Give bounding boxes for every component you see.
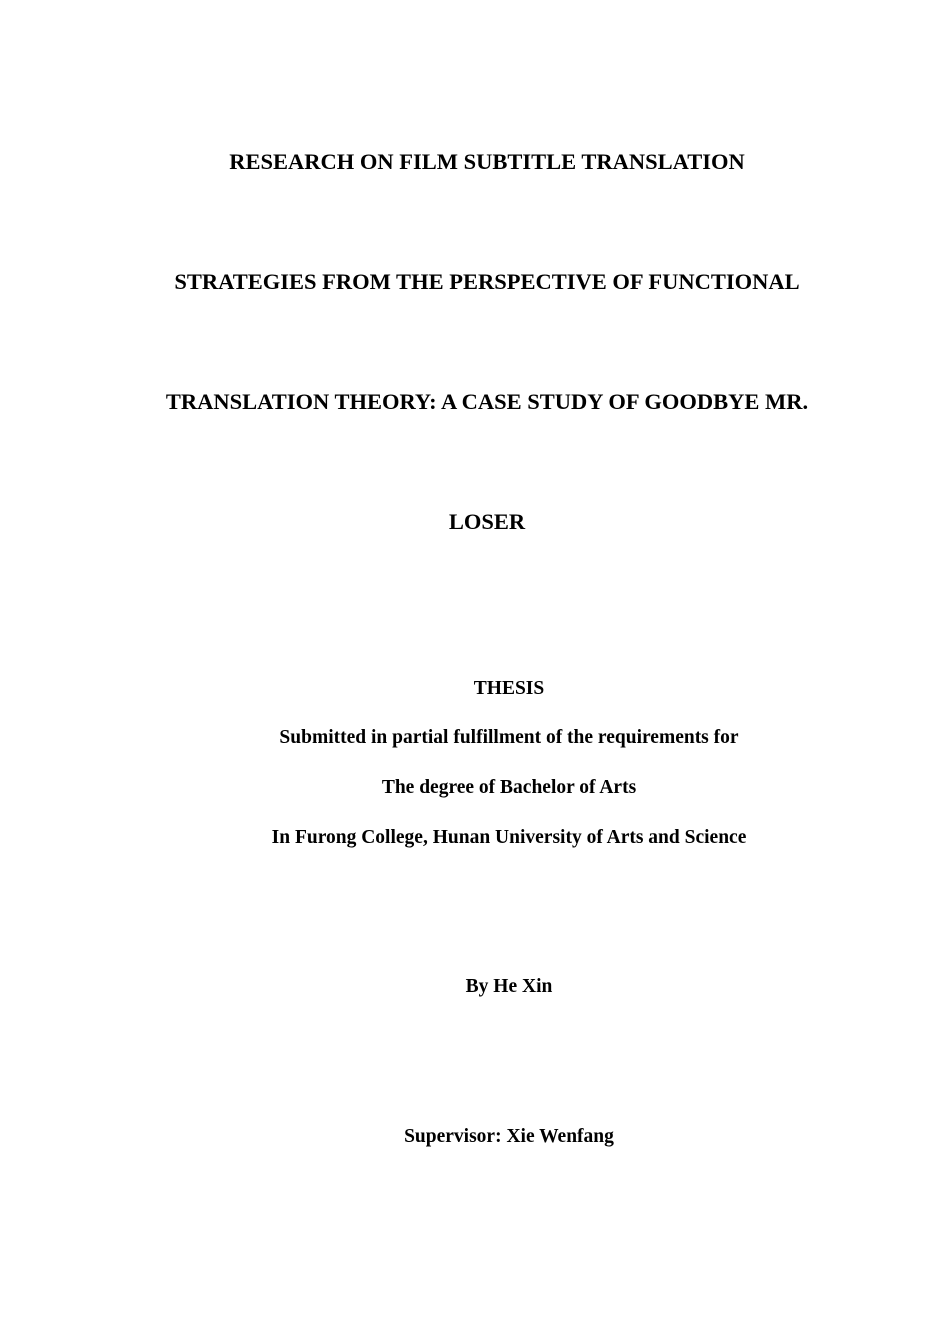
thesis-title-line-4: LOSER [448,509,526,534]
thesis-title-line-1: RESEARCH ON FILM SUBTITLE TRANSLATION [229,149,745,174]
document-type: THESIS [473,678,545,699]
degree-statement: The degree of Bachelor of Arts [381,777,637,798]
thesis-title-line-2: STRATEGIES FROM THE PERSPECTIVE OF FUNCTIONAL [174,269,800,294]
institution-statement: In Furong College, Hunan University of Arts and Science [271,827,747,848]
thesis-title-line-3: TRANSLATION THEORY: A CASE STUDY OF GOODBYE MR. [165,389,809,414]
requirement-statement: Submitted in partial fulfillment of the requirements for [279,727,739,748]
author-name: By He Xin [465,976,553,997]
supervisor-name: Supervisor: Xie Wenfang [404,1126,614,1147]
